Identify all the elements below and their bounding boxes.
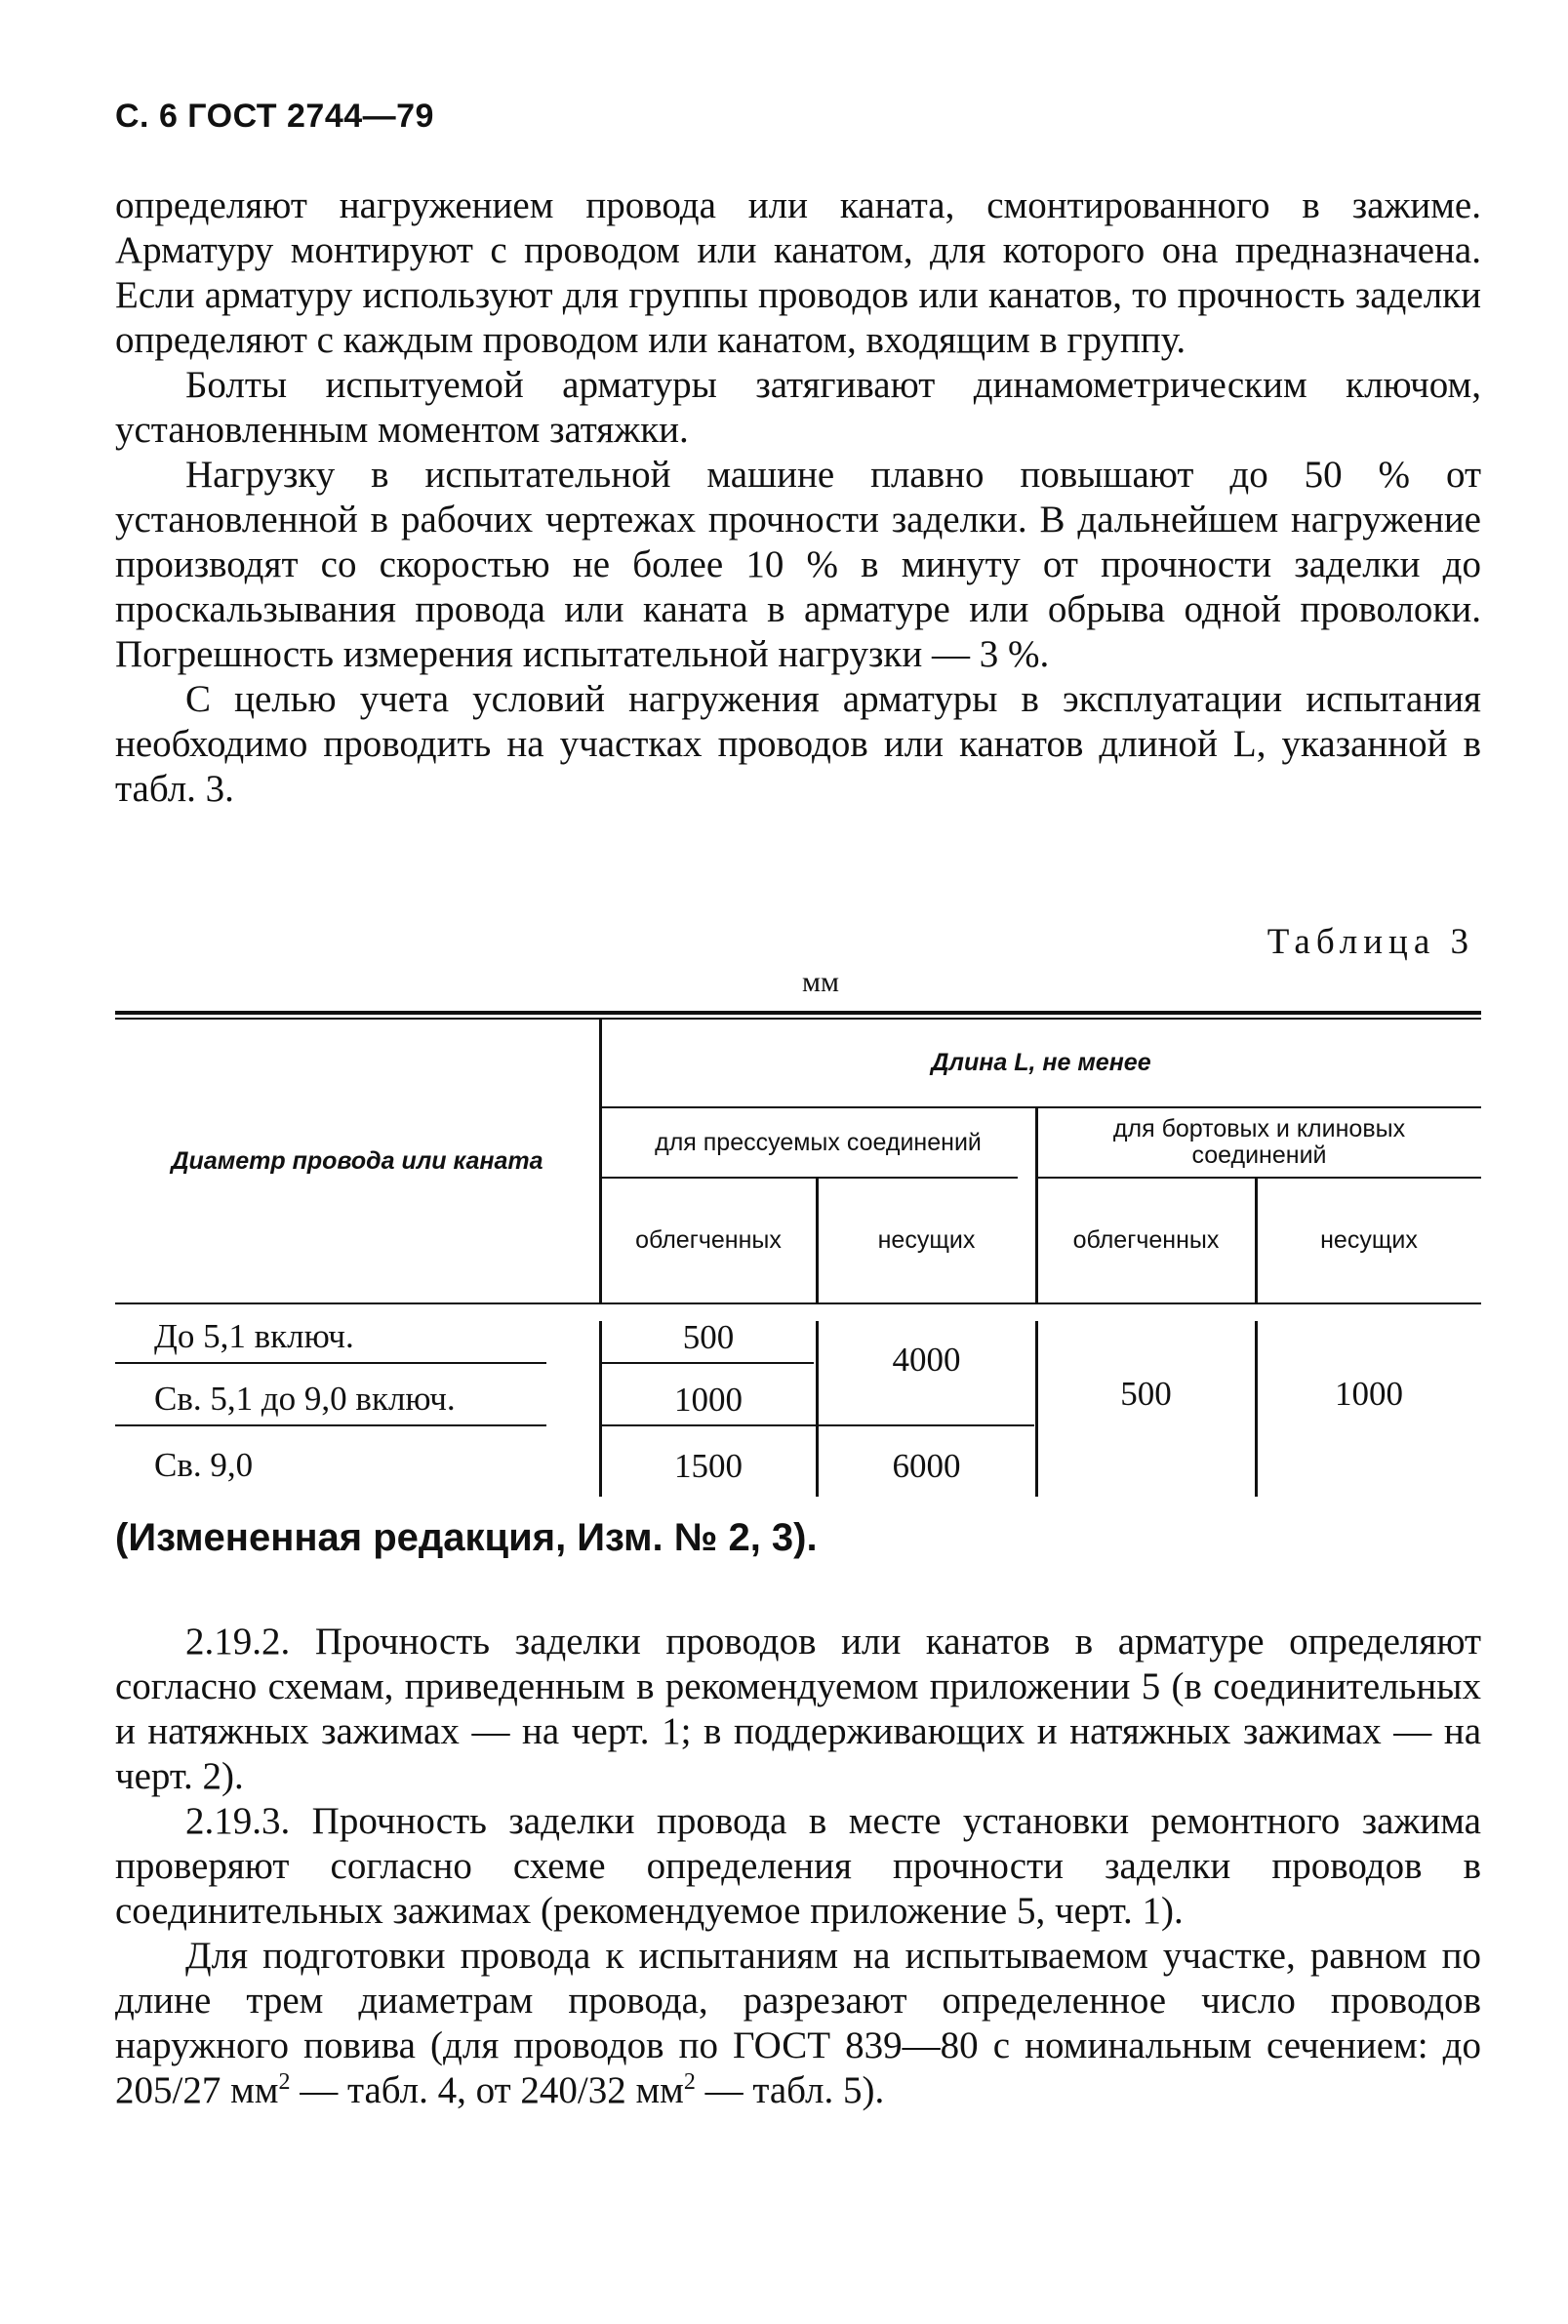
paragraph: С целью учета условий нагружения арматуры в эксплуатации испытания необходимо проводить на участках проводов или канатов длиной L, указанной в табл. 3. xyxy=(115,678,1481,810)
paragraph: 2.19.2. Прочность заделки проводов или канатов в арматуре определяют согласно схемам, приведенным в рекомендуемом приложении 5 (в соединительных и натяжных зажимах — на черт. 1; в поддерживающих и натяжных зажимах — на черт. 2). xyxy=(115,1621,1481,1797)
table-cell: 1000 xyxy=(674,1381,743,1419)
body-text-top xyxy=(115,183,1481,812)
row-label: Св. 9,0 xyxy=(154,1446,254,1484)
paragraph-text: Для подготовки провода к испытаниям на испытываемом участке, равном по длине трем диаметрам провода, разрезают определенное число проводов наружного повива (для проводов по ГОСТ 839—80 с номинальным сечением: до 205/27 мм xyxy=(115,1935,1481,2111)
group-header-pressed: для прессуемых соединений xyxy=(655,1128,982,1156)
table-top-rule xyxy=(115,1011,1481,1015)
sub-header-light: облегченных xyxy=(635,1226,782,1254)
paragraph: Болты испытуемой арматуры затягивают динамометрическим ключом, установленным моментом затяжки. xyxy=(115,364,1481,451)
paragraph: 2.19.3. Прочность заделки провода в месте установки ремонтного зажима проверяют согласно схеме определения прочности заделки проводов в соединительных зажимах (рекомендуемое приложение 5, черт. 1). xyxy=(115,1800,1481,1932)
row-label: До 5,1 включ. xyxy=(154,1317,354,1355)
table-cell: 4000 xyxy=(892,1341,961,1379)
paragraph xyxy=(115,1934,1481,2113)
paragraph-text: — табл. 5). xyxy=(695,2069,885,2111)
table-cell: 6000 xyxy=(892,1447,961,1485)
table-cell: 1500 xyxy=(674,1447,743,1485)
table-label: Таблица 3 xyxy=(1266,922,1474,962)
col-header-diameter: Диаметр провода или каната xyxy=(171,1146,543,1175)
running-head: С. 6 ГОСТ 2744—79 xyxy=(115,98,434,135)
table-hline xyxy=(601,1424,1034,1426)
superscript: 2 xyxy=(683,2069,696,2095)
table-hline xyxy=(601,1362,814,1364)
paragraph: определяют нагружением провода или каната, смонтированного в зажиме. Арматуру монтируют с проводом или канатом, для которого она предназначена. Если арматуру используют для группы проводов или канатов, то прочность заделки определяют с каждым проводом или канатом, входящим в группу. xyxy=(115,184,1481,361)
table-cell: 1000 xyxy=(1335,1375,1403,1413)
table-units: мм xyxy=(802,966,839,998)
length-table xyxy=(115,1011,1481,1499)
table-cell: 500 xyxy=(1120,1375,1172,1413)
col-header-length: Длина L, не менее xyxy=(931,1049,1151,1076)
row-label: Св. 5,1 до 9,0 включ. xyxy=(154,1380,456,1418)
table-cell: 500 xyxy=(682,1318,735,1356)
sub-header-bearing: несущих xyxy=(877,1226,976,1254)
paragraph: Нагрузку в испытательной машине плавно повышают до 50 % от установленной в рабочих чертежах прочности заделки. В дальнейшем нагружение производят со скоростью не более 10 % в минуту от прочности заделки до проскальзывания провода или каната в арматуре или обрыва одной проволоки. Погрешность измерения испытательной нагрузки — 3 %. xyxy=(115,454,1481,675)
group-header-bolted: для бортовых и клиновых соединений xyxy=(1112,1115,1406,1169)
table-header-bottom-rule xyxy=(115,1302,1481,1304)
sub-header-bearing: несущих xyxy=(1320,1226,1418,1254)
body-text-bottom xyxy=(115,1620,1481,2113)
revision-note: (Измененная редакция, Изм. № 2, 3). xyxy=(115,1516,818,1559)
sub-header-light: облегченных xyxy=(1072,1226,1220,1254)
table-hline xyxy=(115,1424,546,1426)
table-hline xyxy=(115,1362,546,1364)
paragraph-text: — табл. 4, от 240/32 мм xyxy=(290,2069,684,2111)
superscript: 2 xyxy=(278,2069,291,2095)
